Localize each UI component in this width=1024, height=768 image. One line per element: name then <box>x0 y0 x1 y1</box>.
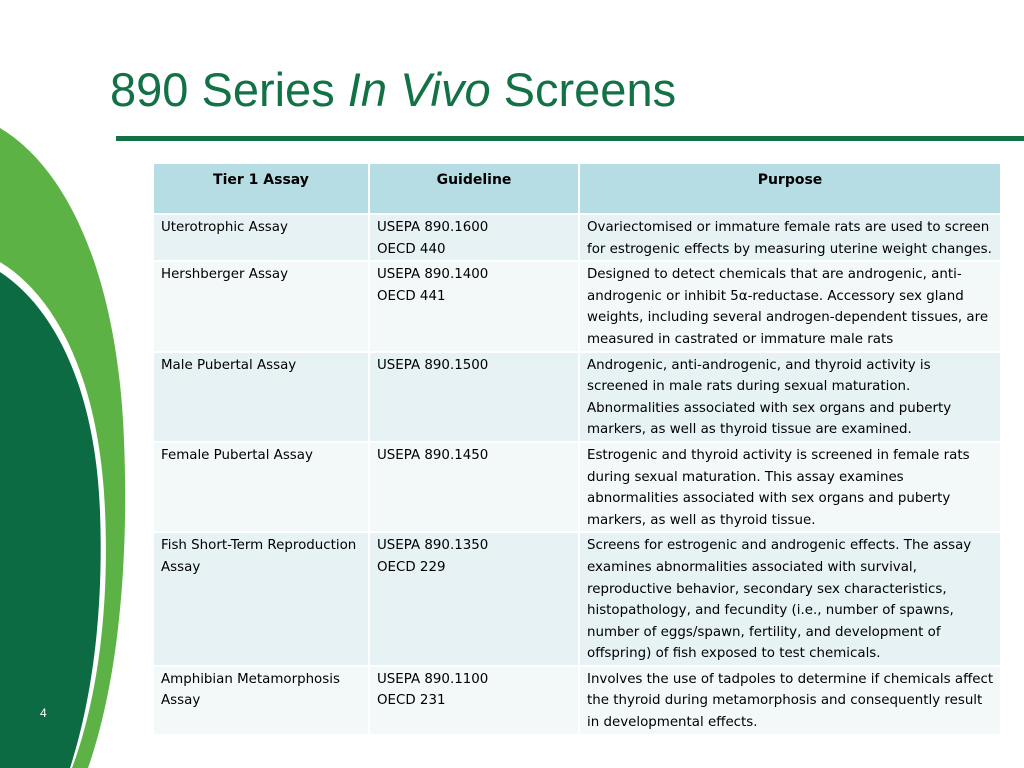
table-row <box>153 666 1001 735</box>
table-row <box>153 352 1001 442</box>
header-tier1-assay: Tier 1 Assay <box>153 163 369 214</box>
purpose-cell: Androgenic, anti-androgenic, and thyroid activity is screened in male rats during sexual maturation. Abnormalities associated with sex organs and puberty markers, as well as thyroid tissue are examined. <box>579 352 1001 442</box>
guideline-cell <box>369 532 579 666</box>
title-italic: In Vivo <box>347 63 491 116</box>
table-row <box>153 261 1001 351</box>
guideline-line: OECD 229 <box>377 559 446 575</box>
guideline-cell <box>369 261 579 351</box>
guideline-line: OECD 441 <box>377 288 446 304</box>
purpose-cell: Designed to detect chemicals that are androgenic, anti-androgenic or inhibit 5α-reductase. Accessory sex gland weights, including several androgen-dependent tissues, are measured in castrated or immature male rats <box>579 261 1001 351</box>
title-part-2: Screens <box>490 63 677 116</box>
purpose-cell: Ovariectomised or immature female rats are used to screen for estrogenic effects by measuring uterine weight changes. <box>579 214 1001 261</box>
assay-table <box>152 162 1002 736</box>
guideline-line: USEPA 890.1450 <box>377 447 489 463</box>
purpose-cell: Estrogenic and thyroid activity is screened in female rats during sexual maturation. This assay examines abnormalities associated with sex organs and puberty markers, as well as thyroid tissue. <box>579 442 1001 532</box>
guideline-line: OECD 231 <box>377 693 446 709</box>
assay-cell: Female Pubertal Assay <box>153 442 369 532</box>
assay-cell: Male Pubertal Assay <box>153 352 369 442</box>
purpose-cell: Involves the use of tadpoles to determine if chemicals affect the thyroid during metamorphosis and consequently result in developmental effects. <box>579 666 1001 735</box>
header-guideline: Guideline <box>369 163 579 214</box>
title-divider <box>116 136 1024 141</box>
page-number: 4 <box>40 706 47 720</box>
guideline-line: USEPA 890.1350 <box>377 538 489 554</box>
purpose-cell: Screens for estrogenic and androgenic effects. The assay examines abnormalities associated with survival, reproductive behavior, secondary sex characteristics, histopathology, and fecundity (i.e., number of spawns, number of eggs/spawn, fertility, and development of offspring) of fish exposed to test chemicals. <box>579 532 1001 666</box>
guideline-line: USEPA 890.1400 <box>377 267 489 283</box>
title-part-1: 890 Series <box>110 63 348 116</box>
table-row <box>153 532 1001 666</box>
guideline-line: OECD 440 <box>377 241 446 257</box>
assay-cell: Hershberger Assay <box>153 261 369 351</box>
guideline-line: USEPA 890.1100 <box>377 671 489 687</box>
guideline-cell <box>369 442 579 532</box>
guideline-cell <box>369 214 579 261</box>
assay-cell: Amphibian Metamorphosis Assay <box>153 666 369 735</box>
table-row <box>153 442 1001 532</box>
guideline-line: USEPA 890.1500 <box>377 357 489 373</box>
slide-title <box>110 64 676 116</box>
assay-cell: Fish Short-Term Reproduction Assay <box>153 532 369 666</box>
guideline-cell <box>369 666 579 735</box>
table-row <box>153 214 1001 261</box>
header-purpose: Purpose <box>579 163 1001 214</box>
guideline-cell <box>369 352 579 442</box>
assay-cell: Uterotrophic Assay <box>153 214 369 261</box>
guideline-line: USEPA 890.1600 <box>377 220 489 235</box>
table-header-row <box>153 163 1001 214</box>
